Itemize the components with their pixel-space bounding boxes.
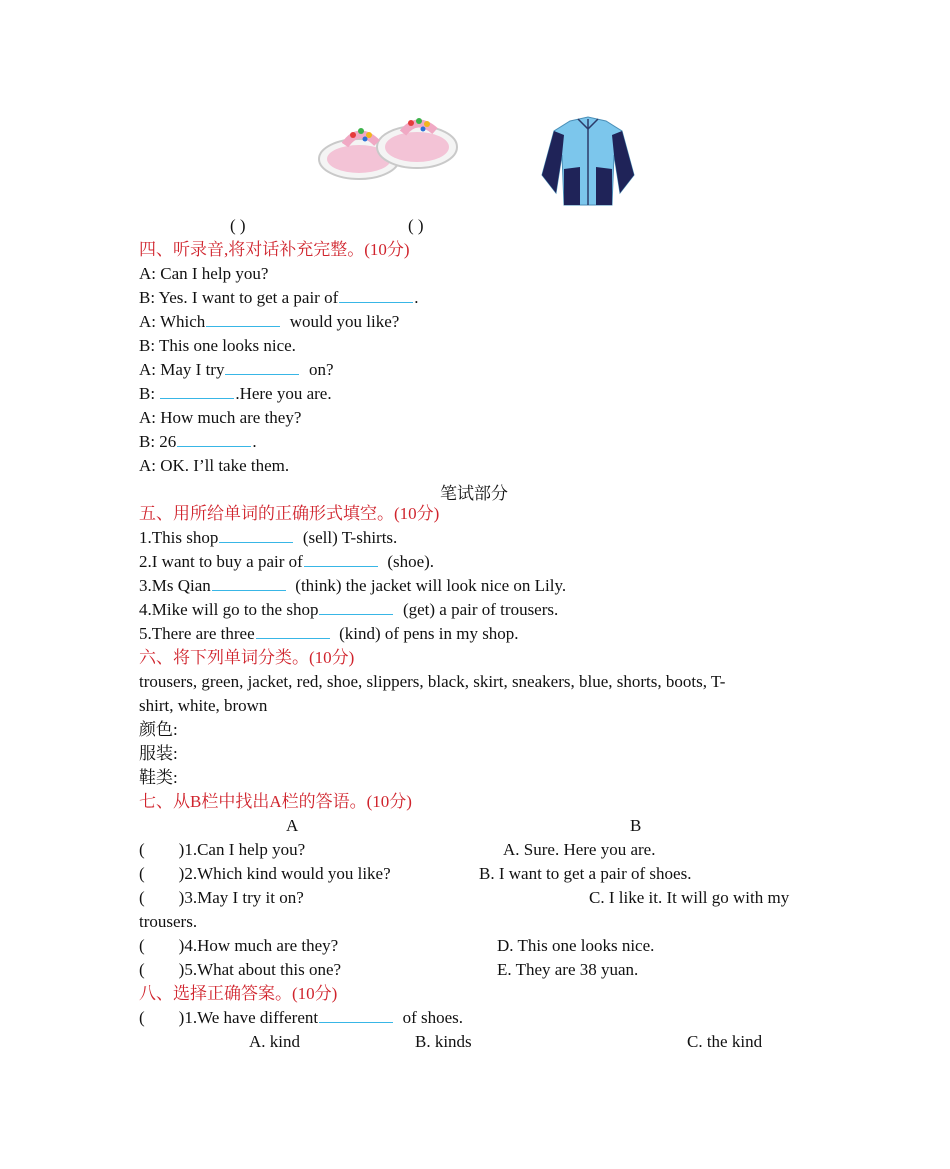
fill-item-3 <box>139 574 566 598</box>
fill-item-5 <box>139 622 519 646</box>
section5-title: 五、用所给单词的正确形式填空。(10分) <box>139 504 440 523</box>
word-list-line-1: trousers, green, jacket, red, shoe, slippers, black, skirt, sneakers, blue, shorts, boots, T- <box>139 672 726 691</box>
image-answer-paren-2[interactable]: ( ) <box>408 216 424 235</box>
fill-item-2 <box>139 550 434 574</box>
answer-blank[interactable] <box>206 312 280 327</box>
dialogue-line-9 <box>139 454 289 478</box>
option-c[interactable]: C. the kind <box>687 1032 763 1051</box>
category-clothes: 服装: <box>139 744 178 763</box>
dialogue-text: . <box>252 432 257 451</box>
dialogue-text: A: May I try <box>139 360 225 379</box>
section6-title: 六、将下列单词分类。(10分) <box>139 648 355 667</box>
dialogue-text: B: Yes. I want to get a pair of <box>139 288 339 307</box>
answer-blank[interactable] <box>160 384 234 399</box>
image-answer-paren-1[interactable]: ( ) <box>230 216 246 235</box>
dialogue-line-1 <box>139 262 268 286</box>
column-b-header: B <box>630 816 642 835</box>
option-a[interactable]: A. kind <box>249 1032 300 1051</box>
answer-blank[interactable] <box>212 576 286 591</box>
answer-blank[interactable] <box>256 624 330 639</box>
match-answer-c: C. I like it. It will go with my <box>589 888 790 907</box>
item-text: 3.Ms Qian <box>139 576 211 595</box>
dialogue-text: B: <box>139 384 160 403</box>
section8-title: 八、选择正确答案。(10分) <box>139 984 338 1003</box>
slippers-image <box>317 115 462 185</box>
jacket-image <box>540 115 636 207</box>
dialogue-text: A: Which <box>139 312 206 331</box>
dialogue-text: A: Can I help you? <box>139 264 269 283</box>
item-text: 5.There are three <box>139 624 255 643</box>
dialogue-line-6 <box>139 382 332 406</box>
dialogue-line-3 <box>139 310 399 334</box>
fill-item-4 <box>139 598 558 622</box>
match-question-2: ( )2.Which kind would you like? <box>139 864 391 883</box>
word-list-line-2: shirt, white, brown <box>139 696 268 715</box>
category-shoes: 鞋类: <box>139 768 178 787</box>
answer-blank[interactable] <box>225 360 299 375</box>
item-text: (kind) of pens in my shop. <box>330 624 519 643</box>
dialogue-line-5 <box>139 358 334 382</box>
answer-blank[interactable] <box>319 1008 393 1023</box>
choice-question-1 <box>139 1006 463 1030</box>
dialogue-text: would you like? <box>281 312 400 331</box>
fill-item-1 <box>139 526 397 550</box>
match-question-3-continued: trousers. <box>139 912 198 931</box>
match-question-3: ( )3.May I try it on? <box>139 888 304 907</box>
item-text: 1.This shop <box>139 528 219 547</box>
answer-blank[interactable] <box>339 288 413 303</box>
dialogue-line-8 <box>139 430 257 454</box>
dialogue-text: A: OK. I’ll take them. <box>139 456 290 475</box>
answer-blank[interactable] <box>304 552 378 567</box>
match-question-1: ( )1.Can I help you? <box>139 840 306 859</box>
dialogue-text: . <box>414 288 419 307</box>
match-answer-d: D. This one looks nice. <box>497 936 655 955</box>
match-question-5: ( )5.What about this one? <box>139 960 342 979</box>
answer-blank[interactable] <box>177 432 251 447</box>
match-answer-a: A. Sure. Here you are. <box>503 840 656 859</box>
question-text: ( )1.We have different <box>139 1008 319 1027</box>
dialogue-line-4 <box>139 334 296 358</box>
dialogue-text: B: 26 <box>139 432 177 451</box>
option-b[interactable]: B. kinds <box>415 1032 472 1051</box>
item-text: (think) the jacket will look nice on Lily. <box>286 576 567 595</box>
item-text: (shoe). <box>378 552 435 571</box>
match-answer-e: E. They are 38 yuan. <box>497 960 639 979</box>
item-text: 2.I want to buy a pair of <box>139 552 303 571</box>
written-part-heading: 笔试部分 <box>440 484 508 503</box>
dialogue-text: A: How much are they? <box>139 408 302 427</box>
dialogue-line-7 <box>139 406 301 430</box>
answer-blank[interactable] <box>219 528 293 543</box>
question-text: of shoes. <box>394 1008 464 1027</box>
column-a-header: A <box>286 816 299 835</box>
match-answer-b: B. I want to get a pair of shoes. <box>479 864 692 883</box>
section4-title: 四、听录音,将对话补充完整。(10分) <box>139 240 410 259</box>
dialogue-text: .Here you are. <box>235 384 332 403</box>
answer-blank[interactable] <box>319 600 393 615</box>
dialogue-text: B: This one looks nice. <box>139 336 296 355</box>
item-text: (sell) T-shirts. <box>294 528 398 547</box>
item-text: 4.Mike will go to the shop <box>139 600 319 619</box>
item-text: (get) a pair of trousers. <box>394 600 559 619</box>
category-colors: 颜色: <box>139 720 178 739</box>
match-question-4: ( )4.How much are they? <box>139 936 339 955</box>
dialogue-text: on? <box>300 360 334 379</box>
dialogue-line-2 <box>139 286 419 310</box>
section7-title: 七、从B栏中找出A栏的答语。(10分) <box>139 792 412 811</box>
